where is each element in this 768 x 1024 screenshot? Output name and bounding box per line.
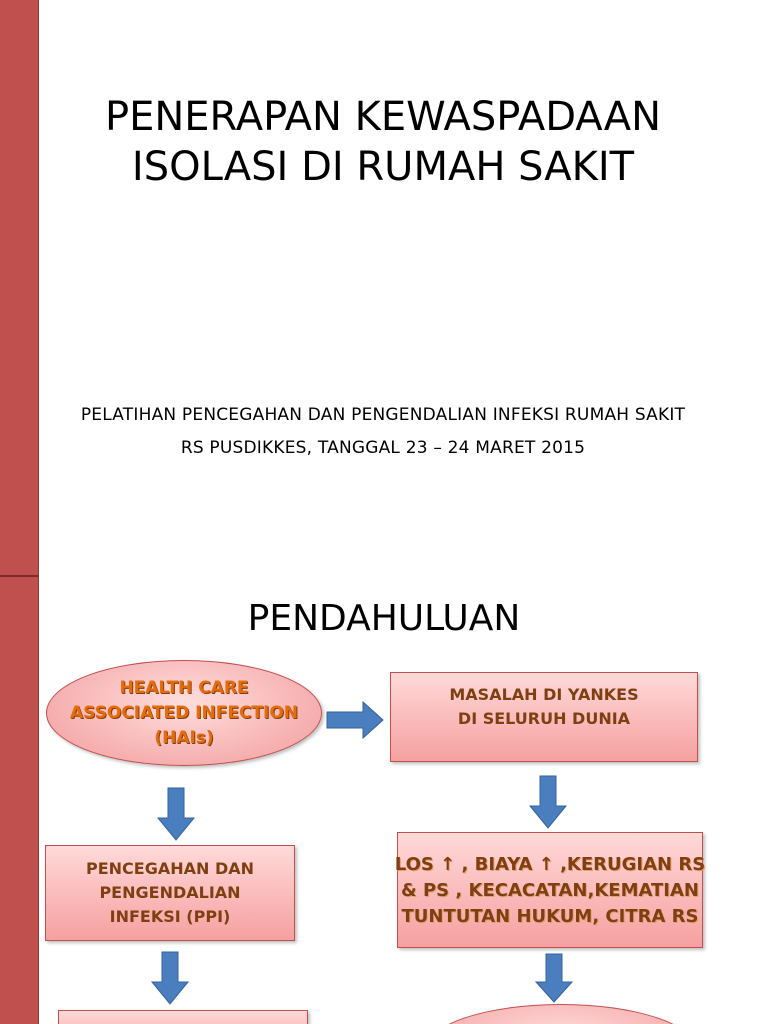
title-line-1: PENERAPAN KEWASPADAAN <box>104 94 662 140</box>
arrow-down-icon <box>534 952 574 1004</box>
intro-slide <box>0 576 768 1024</box>
bottom-left-box <box>58 1010 308 1024</box>
slide-title <box>38 92 728 192</box>
slide-sidebar <box>0 576 39 1024</box>
arrow-down-icon <box>156 786 196 842</box>
arrow-down-icon <box>150 950 190 1006</box>
title-line-2: ISOLASI DI RUMAH SAKIT <box>131 144 635 190</box>
impact-line-1: LOS ↑ , BIAYA ↑ ,KERUGIAN RS <box>394 854 706 875</box>
impact-line-3: TUNTUTAN HUKUM, CITRA RS <box>401 906 699 927</box>
arrow-down-icon <box>528 774 568 830</box>
slide-heading: PENDAHULUAN <box>247 598 521 639</box>
arrow-right-icon <box>325 700 385 740</box>
bottom-right-ellipse <box>426 1004 696 1024</box>
masalah-box: MASALAH DI YANKES DI SELURUH DUNIA <box>390 672 698 762</box>
subtitle-line-1: PELATIHAN PENCEGAHAN DAN PENGENDALIAN INFEKSI RUMAH SAKIT <box>80 405 686 425</box>
slide-sidebar <box>0 0 39 576</box>
impact-text <box>362 852 738 930</box>
ppi-box: PENCEGAHAN DAN PENGENDALIAN INFEKSI (PPI) <box>45 845 295 941</box>
impact-line-2: & PS , KECACATAN,KEMATIAN <box>401 880 699 901</box>
hais-ellipse: HEALTH CARE ASSOCIATED INFECTION (HAIs) <box>46 660 322 766</box>
slide-divider <box>0 575 38 577</box>
subtitle-line-2: RS PUSDIKKES, TANGGAL 23 – 24 MARET 2015 <box>180 438 586 458</box>
